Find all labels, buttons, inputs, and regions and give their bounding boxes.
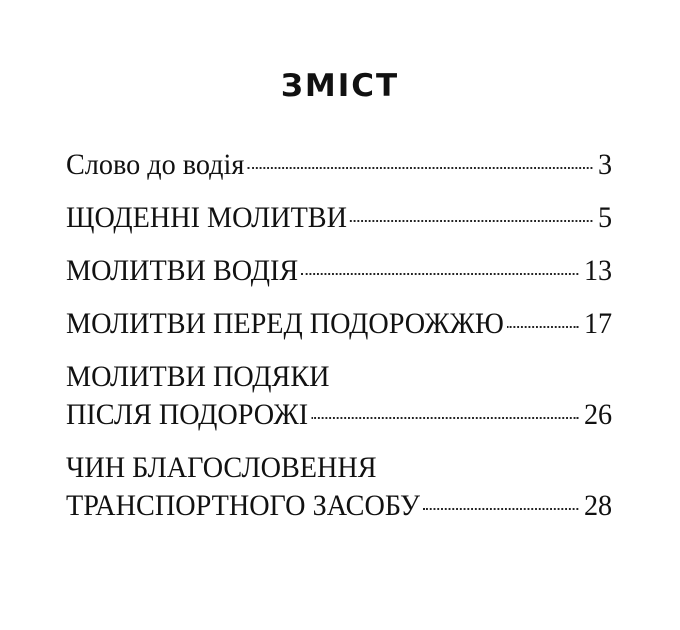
- toc-entry-label: Слово до водія: [66, 148, 245, 181]
- toc-page-number: 3: [598, 148, 613, 181]
- dot-leader: [247, 167, 592, 169]
- toc-entry-label: МОЛИТВИ ВОДІЯ: [66, 254, 299, 287]
- table-of-contents: [66, 146, 612, 540]
- toc-page-number: 17: [583, 307, 613, 340]
- toc-entry-label-line1: ЧИН БЛАГОСЛОВЕННЯ: [66, 451, 377, 484]
- toc-entry-label-line1: МОЛИТВИ ПОДЯКИ: [66, 360, 330, 393]
- toc-entry: [66, 305, 612, 343]
- toc-page-number: 5: [598, 201, 613, 234]
- toc-page-number: 26: [583, 398, 613, 431]
- toc-entry: [66, 449, 612, 525]
- toc-entry-label: ТРАНСПОРТНОГО ЗАСОБУ: [66, 489, 421, 522]
- toc-page-number: 28: [583, 489, 613, 522]
- dot-leader: [301, 273, 578, 275]
- toc-entry: [66, 252, 612, 290]
- dot-leader: [507, 326, 579, 328]
- toc-entry-label: ЩОДЕННІ МОЛИТВИ: [66, 201, 347, 234]
- page-title: ЗМІСТ: [280, 68, 400, 104]
- toc-entry-label: МОЛИТВИ ПЕРЕД ПОДОРОЖЖЮ: [66, 307, 504, 340]
- toc-entry: [66, 146, 612, 184]
- dot-leader: [423, 508, 578, 510]
- dot-leader: [350, 220, 593, 222]
- toc-entry: [66, 358, 612, 434]
- toc-entry: [66, 199, 612, 237]
- toc-page-number: 13: [583, 254, 613, 287]
- dot-leader: [311, 417, 578, 419]
- toc-entry-label: ПІСЛЯ ПОДОРОЖІ: [66, 398, 309, 431]
